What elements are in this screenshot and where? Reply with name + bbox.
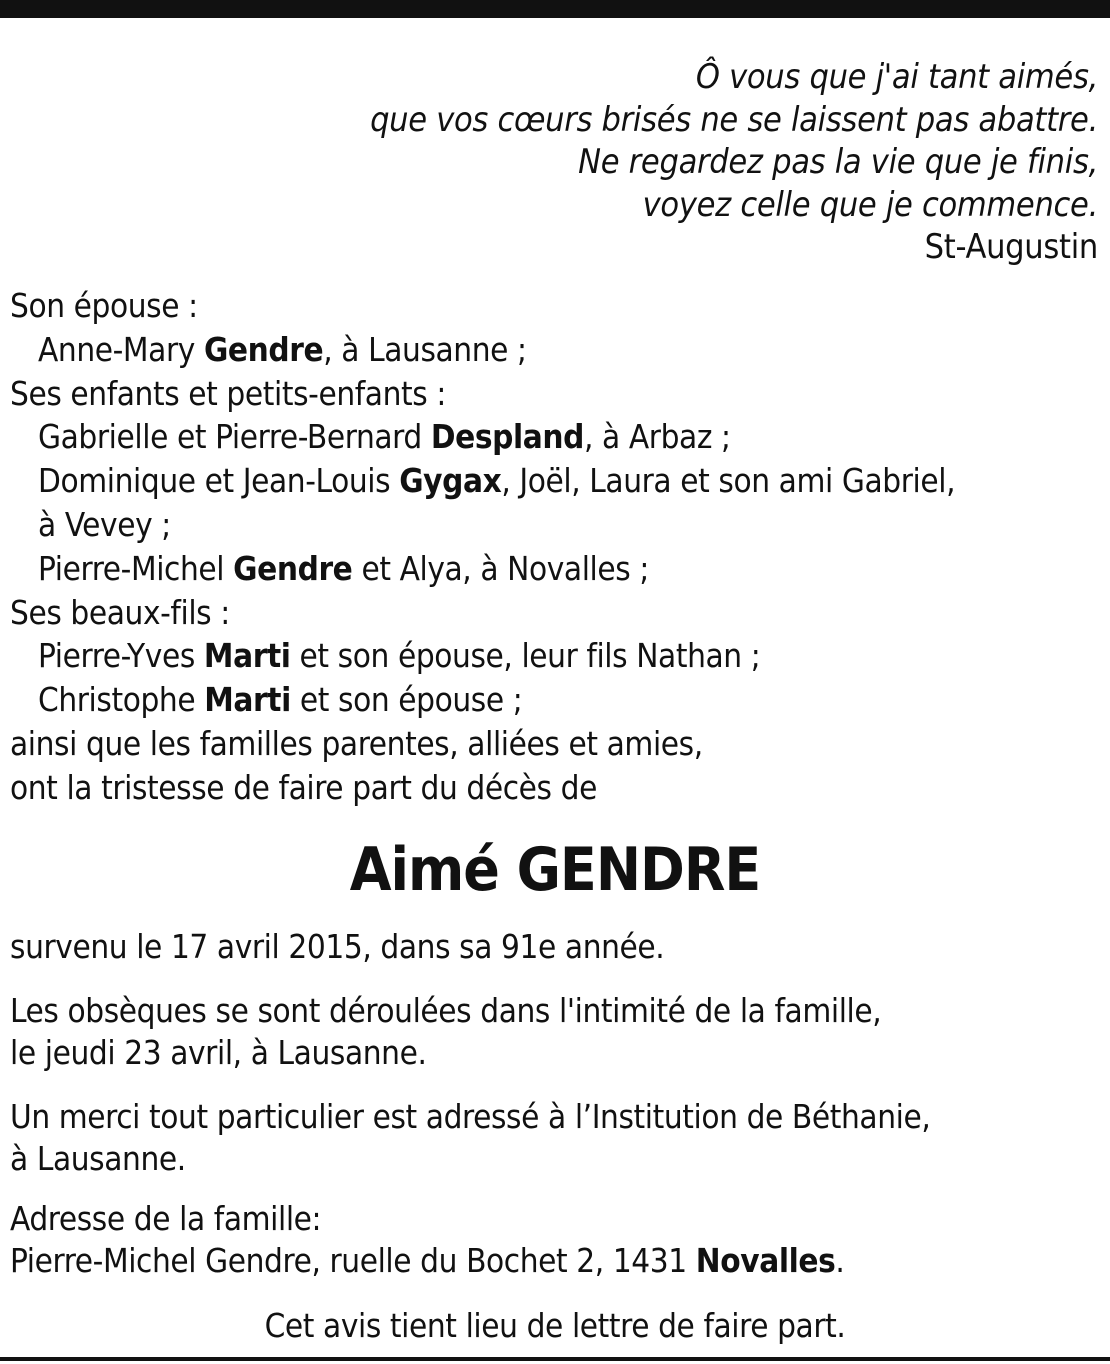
spouse-entry [10,328,1100,372]
child1-location: , à Arbaz ; [584,417,731,457]
stepson-entry-2 [10,678,1100,722]
address-line [10,1240,1100,1282]
spouse-surname: Gendre [203,329,324,369]
family-address [10,1198,1100,1282]
thanks-note [10,1096,1100,1180]
stepson2-family: et son épouse ; [290,680,523,720]
spouse-first-name: Anne-Mary [38,329,204,369]
stepson1-names: Pierre-Yves [38,636,204,676]
stepson-entry-1 [10,634,1100,678]
child1-surname: Despland [430,417,584,457]
spouse-location: , à Lausanne ; [323,329,527,369]
address-heading: Adresse de la famille: [10,1199,322,1238]
deceased-name: Aimé GENDRE [349,835,761,905]
child-entry-1 [10,415,1100,459]
top-rule [0,0,1110,18]
child1-names: Gabrielle et Pierre-Bernard [38,417,431,457]
death-info [10,926,1100,968]
stepsons-heading: Ses beaux-fils : [10,592,230,632]
child2-family: , Joël, Laura et son ami Gabriel, [501,461,956,501]
child-entry-2 [10,459,1100,503]
child-entry-3 [10,547,1100,591]
epigraph-poem [370,56,1098,269]
poem-author: St-Augustin [924,227,1098,267]
thanks-line-2: à Lausanne. [10,1139,186,1178]
poem-line-3: Ne regardez pas la vie que je finis, [578,142,1098,182]
family-list [10,284,1100,810]
stepson1-surname: Marti [203,636,291,676]
funeral-info [10,990,1100,1074]
children-heading: Ses enfants et petits-enfants : [10,373,446,413]
stepson2-surname: Marti [204,680,291,720]
funeral-line-1: Les obsèques se sont déroulées dans l'intimité de la famille, [10,991,882,1030]
child3-surname: Gendre [233,548,353,588]
child3-names: Pierre-Michel [38,548,234,588]
relatives-line: ainsi que les familles parentes, alliées et amies, [10,723,703,763]
stepson2-names: Christophe [38,680,205,720]
closing-note: Cet avis tient lieu de lettre de faire part. [264,1306,846,1345]
address-street: Pierre-Michel Gendre, ruelle du Bochet 2, 1431 [10,1241,696,1280]
death-info-line: survenu le 17 avril 2015, dans sa 91e année. [10,927,665,966]
child2-surname: Gygax [399,461,502,501]
thanks-line-1: Un merci tout particulier est adressé à l’Institution de Béthanie, [10,1097,931,1136]
spouse-heading: Son épouse : [10,286,198,325]
address-town: Novalles [695,1241,836,1280]
announcement-line: ont la tristesse de faire part du décès de [10,767,597,807]
stepson1-family: et son épouse, leur fils Nathan ; [290,636,761,676]
child2-names: Dominique et Jean-Louis [38,461,400,501]
funeral-line-2: le jeudi 23 avril, à Lausanne. [10,1033,427,1072]
bottom-rule [0,1357,1110,1361]
child3-location: et Alya, à Novalles ; [352,548,649,588]
poem-line-2: que vos cœurs brisés ne se laissent pas abattre. [370,99,1098,140]
poem-line-1: Ô vous que j'ai tant aimés, [695,57,1098,97]
poem-line-4: voyez celle que je commence. [642,184,1098,225]
child-entry-2-continued: à Vevey ; [38,504,171,544]
address-end: . [835,1241,845,1280]
